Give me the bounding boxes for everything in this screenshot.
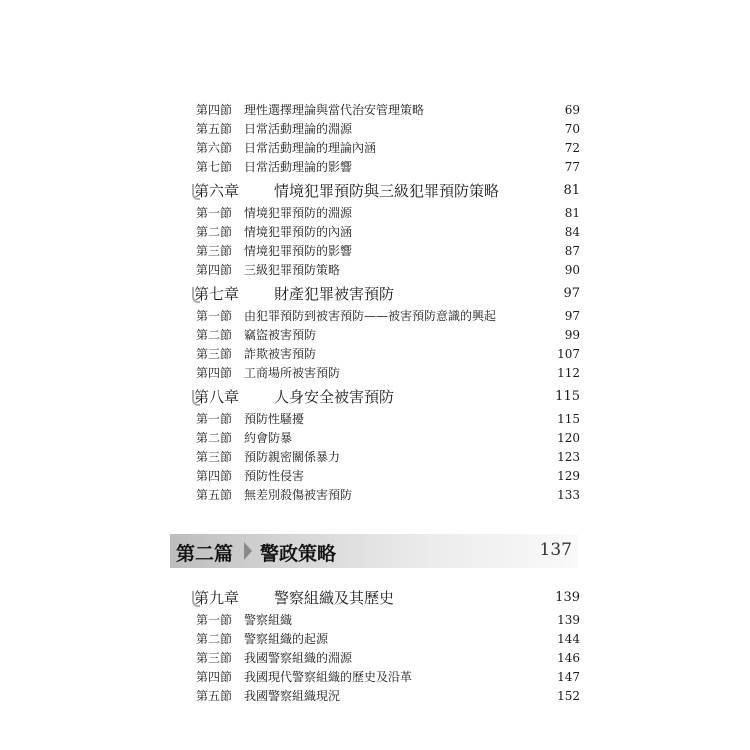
toc-section-row	[192, 101, 580, 120]
section-title: 無差別殺傷被害預防	[244, 488, 353, 502]
page-number: 84	[564, 225, 580, 239]
page-number: 112	[557, 366, 580, 380]
page-number: 107	[557, 347, 580, 361]
part-number: 第二篇	[176, 543, 234, 565]
toc-lower	[192, 584, 580, 706]
section-number: 第一節	[196, 613, 233, 627]
section-title: 預防性騷擾	[244, 412, 305, 426]
chapter-number: 第八章	[194, 388, 240, 406]
page-number: 90	[564, 263, 580, 277]
page-number: 147	[557, 670, 580, 684]
page-number: 69	[564, 103, 580, 117]
section-number: 第七節	[196, 160, 233, 174]
section-title: 日常活動理論的理論內涵	[244, 141, 377, 155]
section-number: 第五節	[196, 122, 233, 136]
section-number: 第四節	[196, 366, 233, 380]
toc-upper	[192, 101, 580, 505]
page-number: 70	[564, 122, 580, 136]
arrow-right-icon	[244, 542, 252, 560]
page-number: 123	[557, 450, 580, 464]
page-number: 129	[557, 469, 580, 483]
toc-chapter-heading	[192, 587, 580, 609]
toc-section-row	[192, 649, 580, 668]
section-number: 第四節	[196, 263, 233, 277]
section-number: 第二節	[196, 431, 233, 445]
toc-section-row	[192, 223, 580, 242]
section-title: 情境犯罪預防的內涵	[244, 225, 353, 239]
section-number: 第一節	[196, 412, 233, 426]
section-title: 警察組織的起源	[244, 632, 329, 646]
toc-section-row	[192, 687, 580, 706]
chapter-number: 第九章	[194, 589, 240, 607]
toc-section-row	[192, 326, 580, 345]
chapter-title: 情境犯罪預防與三級犯罪預防策略	[274, 182, 500, 200]
section-number: 第四節	[196, 469, 233, 483]
toc-section-row	[192, 429, 580, 448]
section-title: 日常活動理論的影響	[244, 160, 353, 174]
toc-section-row	[192, 307, 580, 326]
page-number: 97	[563, 286, 580, 301]
page-number: 139	[555, 590, 580, 605]
toc-section-row	[192, 204, 580, 223]
toc-section-row	[192, 120, 580, 139]
section-title: 警察組織	[244, 613, 293, 627]
toc-chapter-heading	[192, 386, 580, 408]
page-number: 72	[564, 141, 580, 155]
toc-section-row	[192, 261, 580, 280]
section-number: 第二節	[196, 632, 233, 646]
page-number: 146	[557, 651, 580, 665]
section-number: 第六節	[196, 141, 233, 155]
section-title: 約會防暴	[244, 431, 293, 445]
chapter-number: 第七章	[194, 285, 240, 303]
page-number: 87	[564, 244, 580, 258]
toc-section-row	[192, 364, 580, 383]
page-number: 81	[563, 183, 580, 198]
section-number: 第三節	[196, 651, 233, 665]
chapter-title: 警察組織及其歷史	[274, 589, 395, 607]
toc-section-row	[192, 158, 580, 177]
part-heading-bar	[170, 534, 578, 568]
page-number: 99	[564, 328, 580, 342]
section-number: 第二節	[196, 328, 233, 342]
section-number: 第四節	[196, 103, 233, 117]
section-number: 第三節	[196, 450, 233, 464]
section-title: 工商場所被害預防	[244, 366, 341, 380]
page-number: 115	[555, 389, 580, 404]
toc-section-row	[192, 611, 580, 630]
section-title: 詐欺被害預防	[244, 347, 317, 361]
section-number: 第五節	[196, 488, 233, 502]
section-title: 預防性侵害	[244, 469, 305, 483]
section-title: 情境犯罪預防的淵源	[244, 206, 353, 220]
section-title: 三級犯罪預防策略	[244, 263, 341, 277]
page-number: 133	[557, 488, 580, 502]
toc-section-row	[192, 448, 580, 467]
toc-section-row	[192, 630, 580, 649]
section-number: 第四節	[196, 670, 233, 684]
page-number: 77	[564, 160, 580, 174]
section-number: 第三節	[196, 347, 233, 361]
toc-chapter-heading	[192, 283, 580, 305]
section-title: 情境犯罪預防的影響	[244, 244, 353, 258]
page-number: 97	[564, 309, 580, 323]
chapter-number: 第六章	[194, 182, 240, 200]
section-title: 日常活動理論的淵源	[244, 122, 353, 136]
section-title: 我國警察組織的淵源	[244, 651, 353, 665]
section-number: 第二節	[196, 225, 233, 239]
toc-section-row	[192, 668, 580, 687]
section-number: 第五節	[196, 689, 233, 703]
section-title: 由犯罪預防到被害預防——被害預防意識的興起	[244, 309, 497, 323]
section-number: 第一節	[196, 309, 233, 323]
toc-section-row	[192, 242, 580, 261]
toc-chapter-heading	[192, 180, 580, 202]
chapter-title: 財產犯罪被害預防	[274, 285, 395, 303]
page-number: 115	[557, 412, 580, 426]
toc-section-row	[192, 410, 580, 429]
page-number: 144	[557, 632, 580, 646]
section-number: 第三節	[196, 244, 233, 258]
page-number: 139	[557, 613, 580, 627]
page-number: 81	[564, 206, 580, 220]
page-number: 152	[557, 689, 580, 703]
toc-section-row	[192, 139, 580, 158]
chapter-title: 人身安全被害預防	[274, 388, 395, 406]
section-title: 預防親密關係暴力	[244, 450, 341, 464]
section-title: 我國警察組織現況	[244, 689, 341, 703]
part-title: 警政策略	[260, 543, 337, 565]
page-number: 137	[539, 540, 572, 560]
section-title: 竊盜被害預防	[244, 328, 317, 342]
toc-section-row	[192, 486, 580, 505]
toc-section-row	[192, 345, 580, 364]
section-title: 理性選擇理論與當代治安管理策略	[244, 103, 425, 117]
toc-section-row	[192, 467, 580, 486]
page-number: 120	[557, 431, 580, 445]
section-title: 我國現代警察組織的歷史及沿革	[244, 670, 413, 684]
section-number: 第一節	[196, 206, 233, 220]
